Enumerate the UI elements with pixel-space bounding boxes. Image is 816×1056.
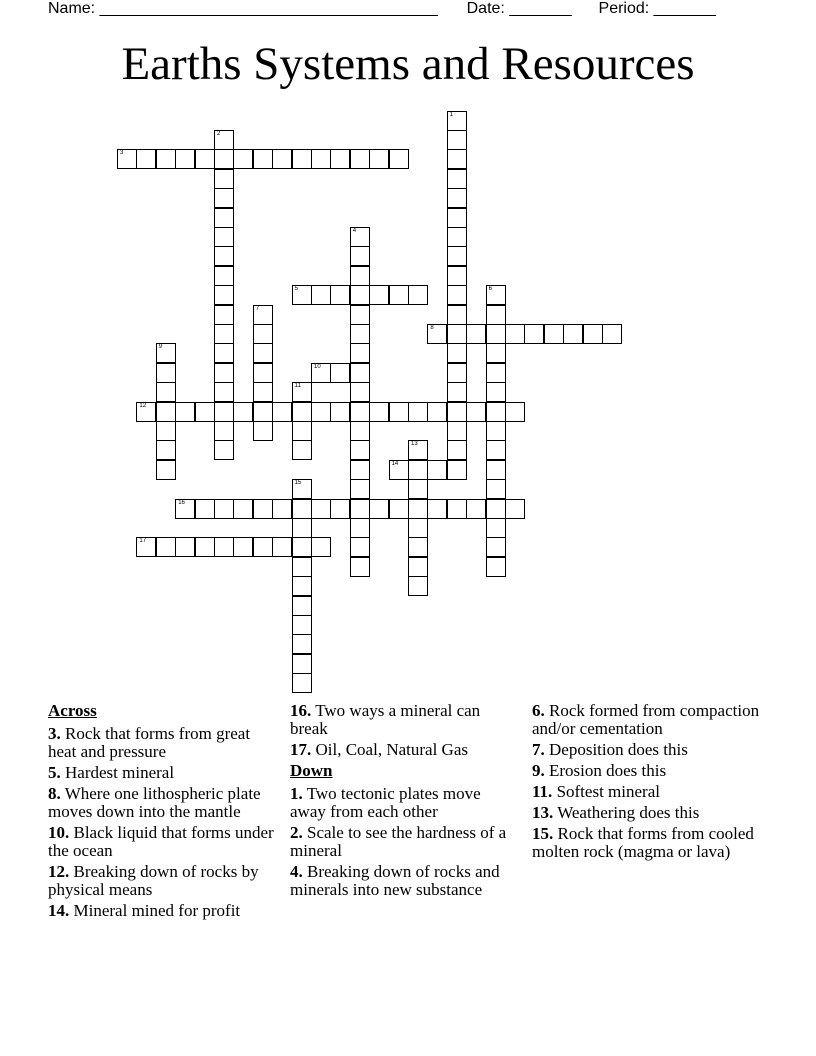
crossword-cell[interactable] [292,654,312,674]
crossword-cell[interactable] [233,499,253,519]
crossword-cell[interactable] [195,402,215,422]
crossword-cell[interactable] [292,576,312,596]
crossword-cell[interactable] [292,596,312,616]
crossword-cell[interactable] [292,499,312,519]
crossword-cell[interactable] [311,285,331,305]
crossword-cell[interactable] [447,227,467,247]
crossword-cell[interactable] [486,440,506,460]
crossword-cell[interactable] [389,402,409,422]
crossword-cell[interactable] [544,324,564,344]
crossword-cell[interactable] [175,402,195,422]
student-info-header [48,0,716,22]
crossword-cell[interactable] [214,169,234,189]
crossword-cell[interactable] [233,149,253,169]
crossword-cell[interactable] [447,246,467,266]
crossword-cell-8[interactable] [427,324,447,344]
crossword-cell[interactable] [369,499,389,519]
crossword-cell[interactable] [292,518,312,538]
crossword-cell[interactable] [214,149,234,169]
crossword-cell[interactable] [175,537,195,557]
crossword-cell[interactable] [447,402,467,422]
crossword-cell[interactable] [272,499,292,519]
crossword-cell[interactable] [486,324,506,344]
crossword-cell[interactable] [350,518,370,538]
crossword-cell[interactable] [214,440,234,460]
crossword-cell[interactable] [214,537,234,557]
clue-down-7: 7. Deposition does this [532,740,688,759]
crossword-cell[interactable] [156,149,176,169]
crossword-cell[interactable] [233,537,253,557]
crossword-cell[interactable] [214,266,234,286]
crossword-cell[interactable] [350,460,370,480]
crossword-cell[interactable] [427,460,447,480]
name-field[interactable]: Name: ______________________________________ [48,0,438,17]
cell-number: 8 [430,324,434,331]
crossword-cell-11[interactable] [292,382,312,402]
crossword-cell-3[interactable] [117,149,137,169]
cell-number: 14 [391,460,399,467]
crossword-cell[interactable] [408,518,428,538]
crossword-cell[interactable] [136,149,156,169]
crossword-cell[interactable] [408,460,428,480]
clue-down-6: 6. Rock formed from compaction and/or cementation [532,701,760,738]
crossword-cell-4[interactable] [350,227,370,247]
crossword-cell[interactable] [447,382,467,402]
crossword-cell[interactable] [330,499,350,519]
crossword-cell-16[interactable] [175,499,195,519]
clue-across-10: 10. Black liquid that forms under the ocean [48,823,274,860]
crossword-cell[interactable] [350,246,370,266]
crossword-cell[interactable] [486,557,506,577]
crossword-cell[interactable] [156,440,176,460]
crossword-cell[interactable] [214,227,234,247]
crossword-cell[interactable] [447,440,467,460]
crossword-cell[interactable] [505,324,525,344]
cell-number: 16 [178,499,185,506]
crossword-cell[interactable] [408,479,428,499]
crossword-cell[interactable] [214,305,234,325]
cell-number: 13 [411,441,418,448]
crossword-cell[interactable] [524,324,544,344]
crossword-cell[interactable] [350,266,370,286]
crossword-cell[interactable] [253,537,273,557]
cell-number: 11 [294,383,301,390]
crossword-cell[interactable] [350,499,370,519]
crossword-cell[interactable] [369,285,389,305]
clue-across-8: 8. Where one lithospheric plate moves down into the mantle [48,784,261,821]
across-heading: Across [48,701,97,720]
crossword-cell[interactable] [311,402,331,422]
crossword-cell[interactable] [330,363,350,383]
crossword-cell-2[interactable] [214,130,234,150]
crossword-cell[interactable] [156,363,176,383]
crossword-cell[interactable] [408,557,428,577]
crossword-cell-10[interactable] [311,363,331,383]
clue-across-12: 12. Breaking down of rocks by physical means [48,862,259,899]
crossword-cell[interactable] [486,382,506,402]
crossword-cell[interactable] [486,537,506,557]
crossword-cell[interactable] [253,324,273,344]
clue-down-13: 13. Weathering does this [532,803,700,822]
cell-number: 10 [314,363,321,370]
clue-across-16: 16. Two ways a mineral can break [290,701,481,738]
cell-number: 9 [158,344,163,351]
crossword-cell[interactable] [292,615,312,635]
clue-column-2 [290,702,518,902]
crossword-cell[interactable] [214,363,234,383]
cell-number: 3 [120,150,124,157]
crossword-cell[interactable] [350,479,370,499]
crossword-cell[interactable] [214,188,234,208]
crossword-cell-14[interactable] [389,460,409,480]
crossword-cell[interactable] [389,285,409,305]
crossword-cell[interactable] [253,421,273,441]
crossword-cell[interactable] [350,363,370,383]
crossword-cell[interactable] [447,460,467,480]
crossword-cell[interactable] [486,479,506,499]
crossword-cell[interactable] [447,266,467,286]
crossword-cell[interactable] [408,537,428,557]
crossword-cell[interactable] [156,460,176,480]
crossword-cell[interactable] [408,402,428,422]
crossword-cell[interactable] [408,285,428,305]
crossword-cell[interactable] [447,363,467,383]
crossword-cell-15[interactable] [292,479,312,499]
clue-down-1: 1. Two tectonic plates move away from each other [290,784,481,821]
cell-number: 4 [352,227,357,234]
crossword-cell[interactable] [350,557,370,577]
clue-column-3 [532,702,768,864]
crossword-cell[interactable] [447,169,467,189]
crossword-cell[interactable] [292,440,312,460]
crossword-cell[interactable] [253,343,273,363]
crossword-cell[interactable] [486,518,506,538]
crossword-cell[interactable] [486,363,506,383]
crossword-cell[interactable] [486,402,506,422]
crossword-cell[interactable] [214,402,234,422]
crossword-cell[interactable] [447,421,467,441]
crossword-cell[interactable] [253,499,273,519]
cell-number: 2 [217,130,221,137]
crossword-cell[interactable] [214,343,234,363]
crossword-cell[interactable] [292,149,312,169]
crossword-cell[interactable] [350,440,370,460]
crossword-cell[interactable] [292,557,312,577]
crossword-cell-5[interactable] [292,285,312,305]
date-field[interactable]: Date: _______ [466,0,572,17]
crossword-cell[interactable] [447,130,467,150]
crossword-cell[interactable] [350,285,370,305]
clue-across-5: 5. Hardest mineral [48,763,175,782]
crossword-cell[interactable] [292,673,312,693]
crossword-cell[interactable] [195,537,215,557]
crossword-cell[interactable] [292,402,312,422]
crossword-cell[interactable] [350,382,370,402]
cell-number: 7 [255,305,260,312]
cell-number: 17 [139,538,147,545]
down-heading: Down [290,761,333,780]
crossword-cell[interactable] [292,634,312,654]
crossword-cell[interactable] [272,149,292,169]
crossword-cell[interactable] [195,149,215,169]
clue-across-17: 17. Oil, Coal, Natural Gas [290,740,468,759]
crossword-cell[interactable] [408,576,428,596]
crossword-cell[interactable] [214,382,234,402]
period-field[interactable]: Period: _______ [598,0,716,17]
crossword-cell[interactable] [583,324,603,344]
crossword-cell-9[interactable] [156,343,176,363]
crossword-cell[interactable] [369,149,389,169]
crossword-cell-6[interactable] [486,285,506,305]
crossword-cell[interactable] [602,324,622,344]
crossword-cell[interactable] [156,421,176,441]
crossword-cell[interactable] [486,499,506,519]
crossword-cell[interactable] [311,149,331,169]
crossword-cell[interactable] [389,499,409,519]
cell-number: 6 [488,286,492,293]
crossword-cell-13[interactable] [408,440,428,460]
cell-number: 15 [294,480,302,487]
crossword-cell[interactable] [156,402,176,422]
crossword-cell[interactable] [486,343,506,363]
crossword-cell[interactable] [563,324,583,344]
crossword-cell[interactable] [447,343,467,363]
crossword-cell[interactable] [466,402,486,422]
crossword-cell[interactable] [350,149,370,169]
crossword-cell[interactable] [408,499,428,519]
crossword-cell[interactable] [214,499,234,519]
crossword-cell[interactable] [447,305,467,325]
page-title: Earths Systems and Resources [121,38,695,90]
crossword-cell[interactable] [486,305,506,325]
crossword-cell-1[interactable] [447,111,467,131]
clue-across-3: 3. Rock that forms from great heat and pressure [48,724,251,761]
crossword-cell[interactable] [350,305,370,325]
crossword-cell[interactable] [311,537,331,557]
crossword-cell[interactable] [330,149,350,169]
crossword-cell[interactable] [214,324,234,344]
crossword-cell[interactable] [253,402,273,422]
crossword-cell[interactable] [253,149,273,169]
crossword-cell[interactable] [350,537,370,557]
crossword-cell[interactable] [447,285,467,305]
crossword-cell[interactable] [447,208,467,228]
crossword-cell[interactable] [272,537,292,557]
crossword-cell[interactable] [253,363,273,383]
crossword-cell[interactable] [330,402,350,422]
crossword-cell[interactable] [350,343,370,363]
crossword-cell[interactable] [389,149,409,169]
crossword-cell[interactable] [214,421,234,441]
crossword-cell[interactable] [447,188,467,208]
clue-down-11: 11. Softest mineral [532,782,660,801]
crossword-cell[interactable] [350,421,370,441]
clue-across-14: 14. Mineral mined for profit [48,901,241,920]
crossword-cell[interactable] [214,285,234,305]
crossword-cell[interactable] [156,537,176,557]
crossword-cell[interactable] [156,382,176,402]
crossword-cell[interactable] [233,402,253,422]
crossword-cell[interactable] [195,499,215,519]
crossword-cell[interactable] [311,499,331,519]
crossword-cell-17[interactable] [136,537,156,557]
clue-down-9: 9. Erosion does this [532,761,667,780]
crossword-cell[interactable] [427,402,447,422]
clue-column-1 [48,702,278,923]
crossword-cell[interactable] [505,402,525,422]
cell-number: 5 [294,286,298,293]
cell-number: 12 [139,402,147,409]
crossword-cell[interactable] [350,402,370,422]
clue-down-4: 4. Breaking down of rocks and minerals into new substance [290,862,500,899]
crossword-cell[interactable] [272,402,292,422]
clue-down-15: 15. Rock that forms from cooled molten rock (magma or lava) [532,824,754,861]
crossword-cell[interactable] [505,499,525,519]
crossword-cell[interactable] [253,382,273,402]
crossword-cell[interactable] [427,499,447,519]
crossword-cell-12[interactable] [136,402,156,422]
crossword-cell[interactable] [214,246,234,266]
clue-down-2: 2. Scale to see the hardness of a mineral [290,823,507,860]
crossword-cell[interactable] [350,324,370,344]
crossword-cell[interactable] [486,460,506,480]
crossword-cell[interactable] [486,421,506,441]
crossword-cell-7[interactable] [253,305,273,325]
crossword-cell[interactable] [369,402,389,422]
cell-number: 1 [449,111,454,118]
crossword-cell[interactable] [466,324,486,344]
crossword-cell[interactable] [175,149,195,169]
crossword-cell[interactable] [447,499,467,519]
crossword-cell[interactable] [447,149,467,169]
crossword-cell[interactable] [447,324,467,344]
crossword-cell[interactable] [466,499,486,519]
crossword-cell[interactable] [214,208,234,228]
crossword-cell[interactable] [292,537,312,557]
crossword-cell[interactable] [330,285,350,305]
crossword-cell[interactable] [292,421,312,441]
